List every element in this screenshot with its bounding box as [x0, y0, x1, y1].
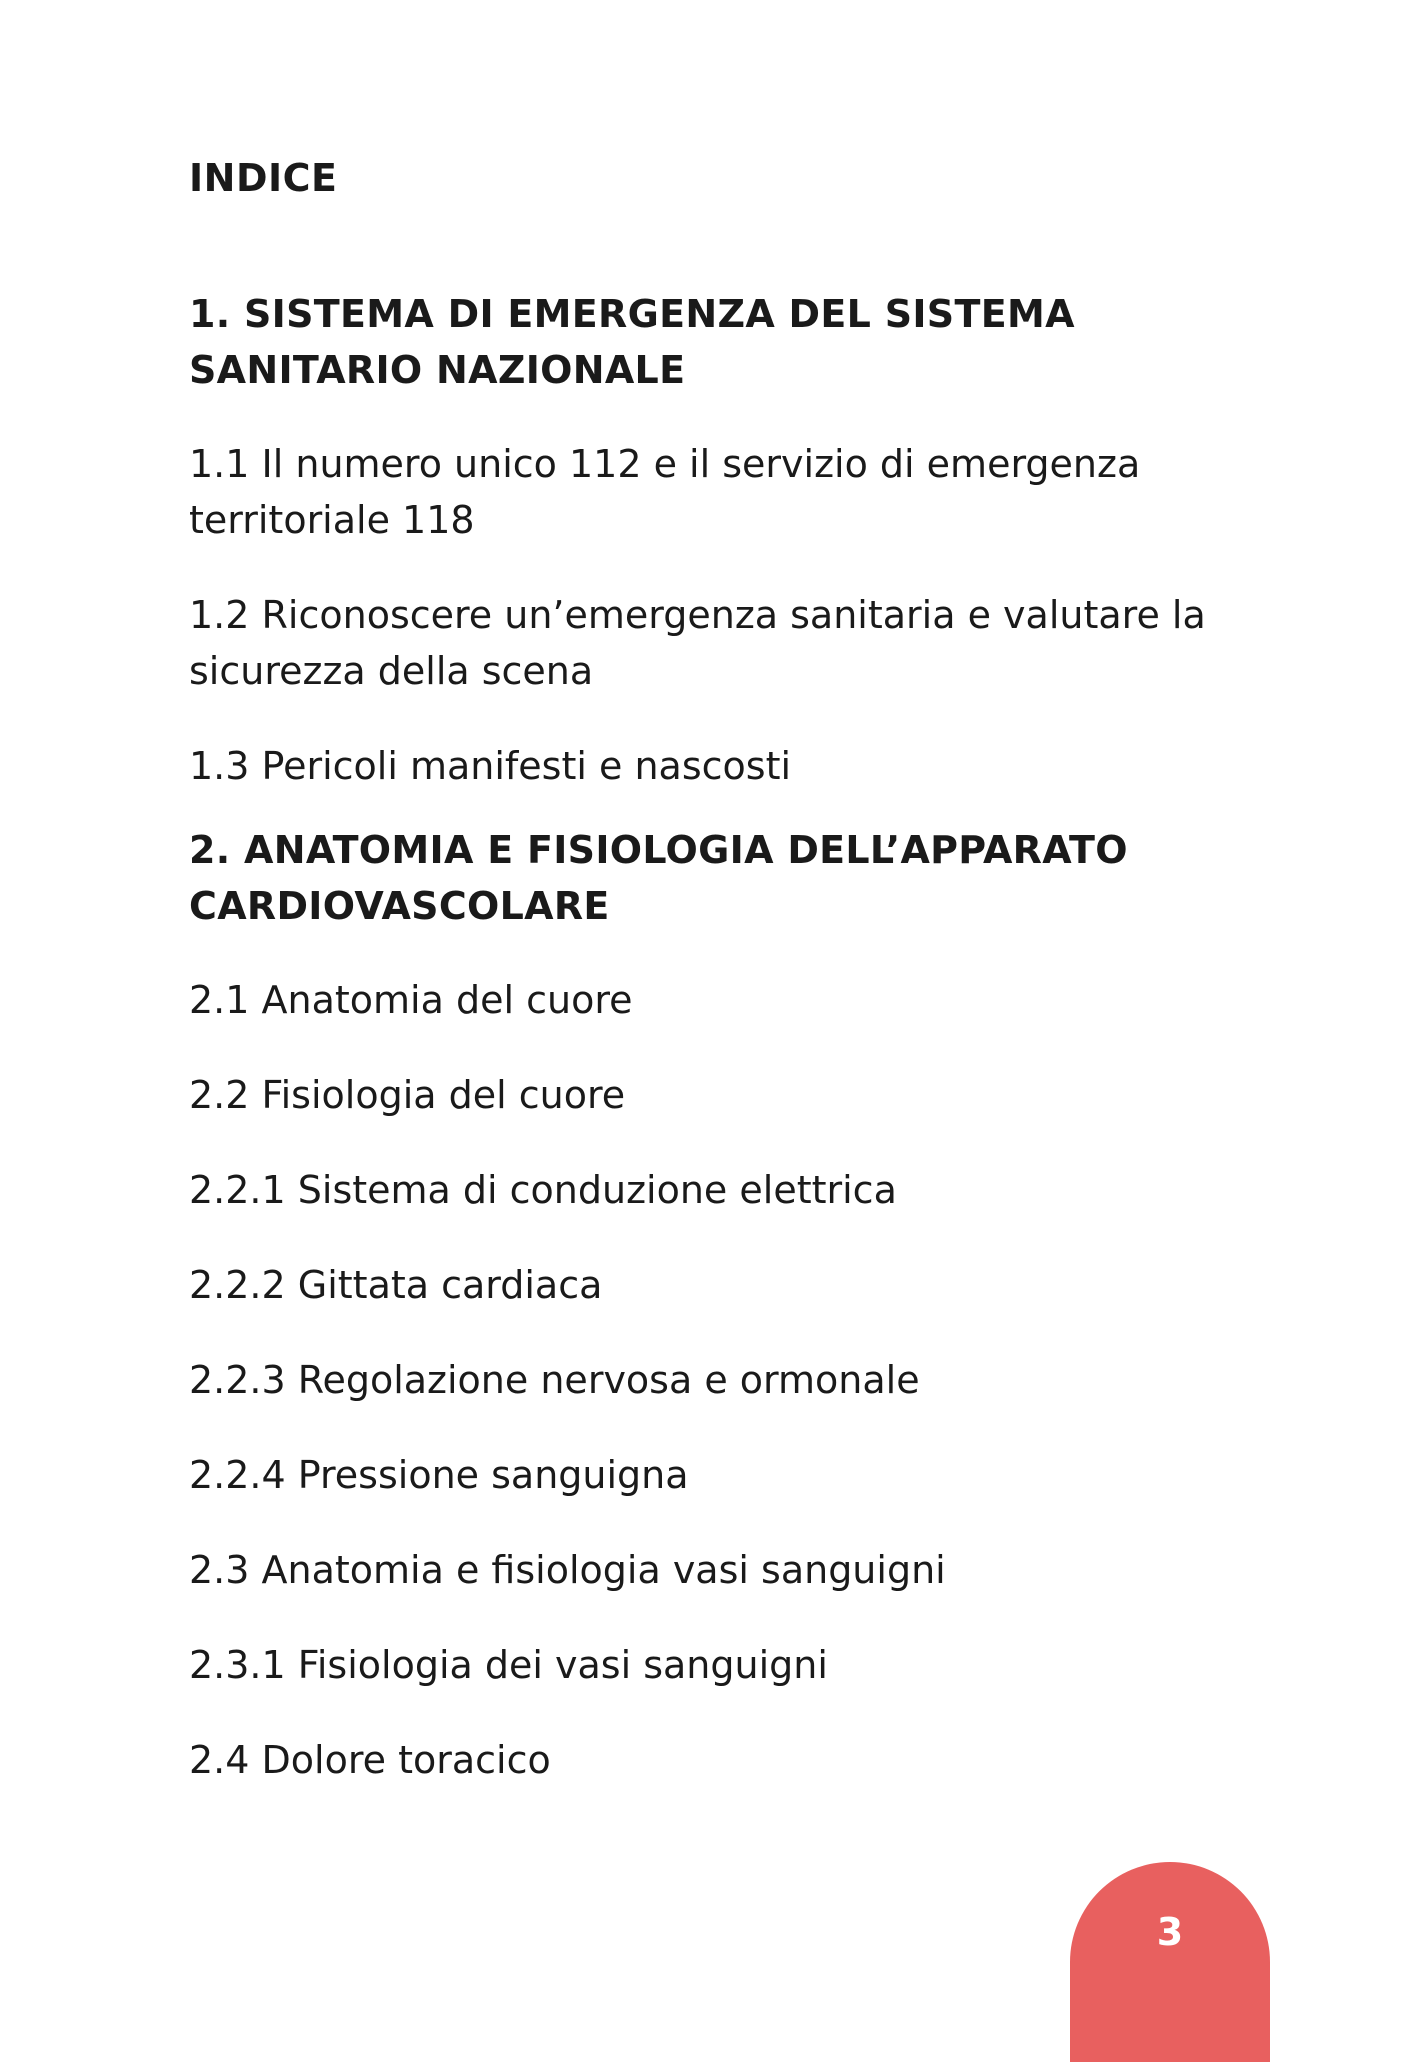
toc-item-2-4: 2.4 Dolore toracico — [189, 1738, 551, 1782]
toc-item-1-2: 1.2 Riconoscere un’emergenza sanitaria e valutare la sicurezza della scena — [189, 593, 1206, 693]
toc-item-2-1: 2.1 Anatomia del cuore — [189, 978, 633, 1022]
page-number-badge: 3 — [1070, 1862, 1270, 2062]
section-heading-2: 2. ANATOMIA E FISIOLOGIA DELL’APPARATO CARDIOVASCOLARE — [189, 828, 1128, 928]
index-title: INDICE — [189, 156, 338, 200]
toc-item-2-3: 2.3 Anatomia e fisiologia vasi sanguigni — [189, 1548, 946, 1592]
toc-item-2-2-4: 2.2.4 Pressione sanguigna — [189, 1453, 689, 1497]
table-of-contents — [189, 150, 1249, 1827]
toc-item-1-3: 1.3 Pericoli manifesti e nascosti — [189, 744, 792, 788]
toc-item-2-2-3: 2.2.3 Regolazione nervosa e ormonale — [189, 1358, 920, 1402]
toc-item-2-3-1: 2.3.1 Fisiologia dei vasi sanguigni — [189, 1643, 828, 1687]
toc-item-2-2-1: 2.2.1 Sistema di conduzione elettrica — [189, 1168, 897, 1212]
toc-item-1-1: 1.1 Il numero unico 112 e il servizio di emergenza territoriale 118 — [189, 442, 1141, 542]
section-heading-1: 1. SISTEMA DI EMERGENZA DEL SISTEMA SANITARIO NAZIONALE — [189, 292, 1075, 392]
toc-item-2-2-2: 2.2.2 Gittata cardiaca — [189, 1263, 603, 1307]
toc-item-2-2: 2.2 Fisiologia del cuore — [189, 1073, 626, 1117]
